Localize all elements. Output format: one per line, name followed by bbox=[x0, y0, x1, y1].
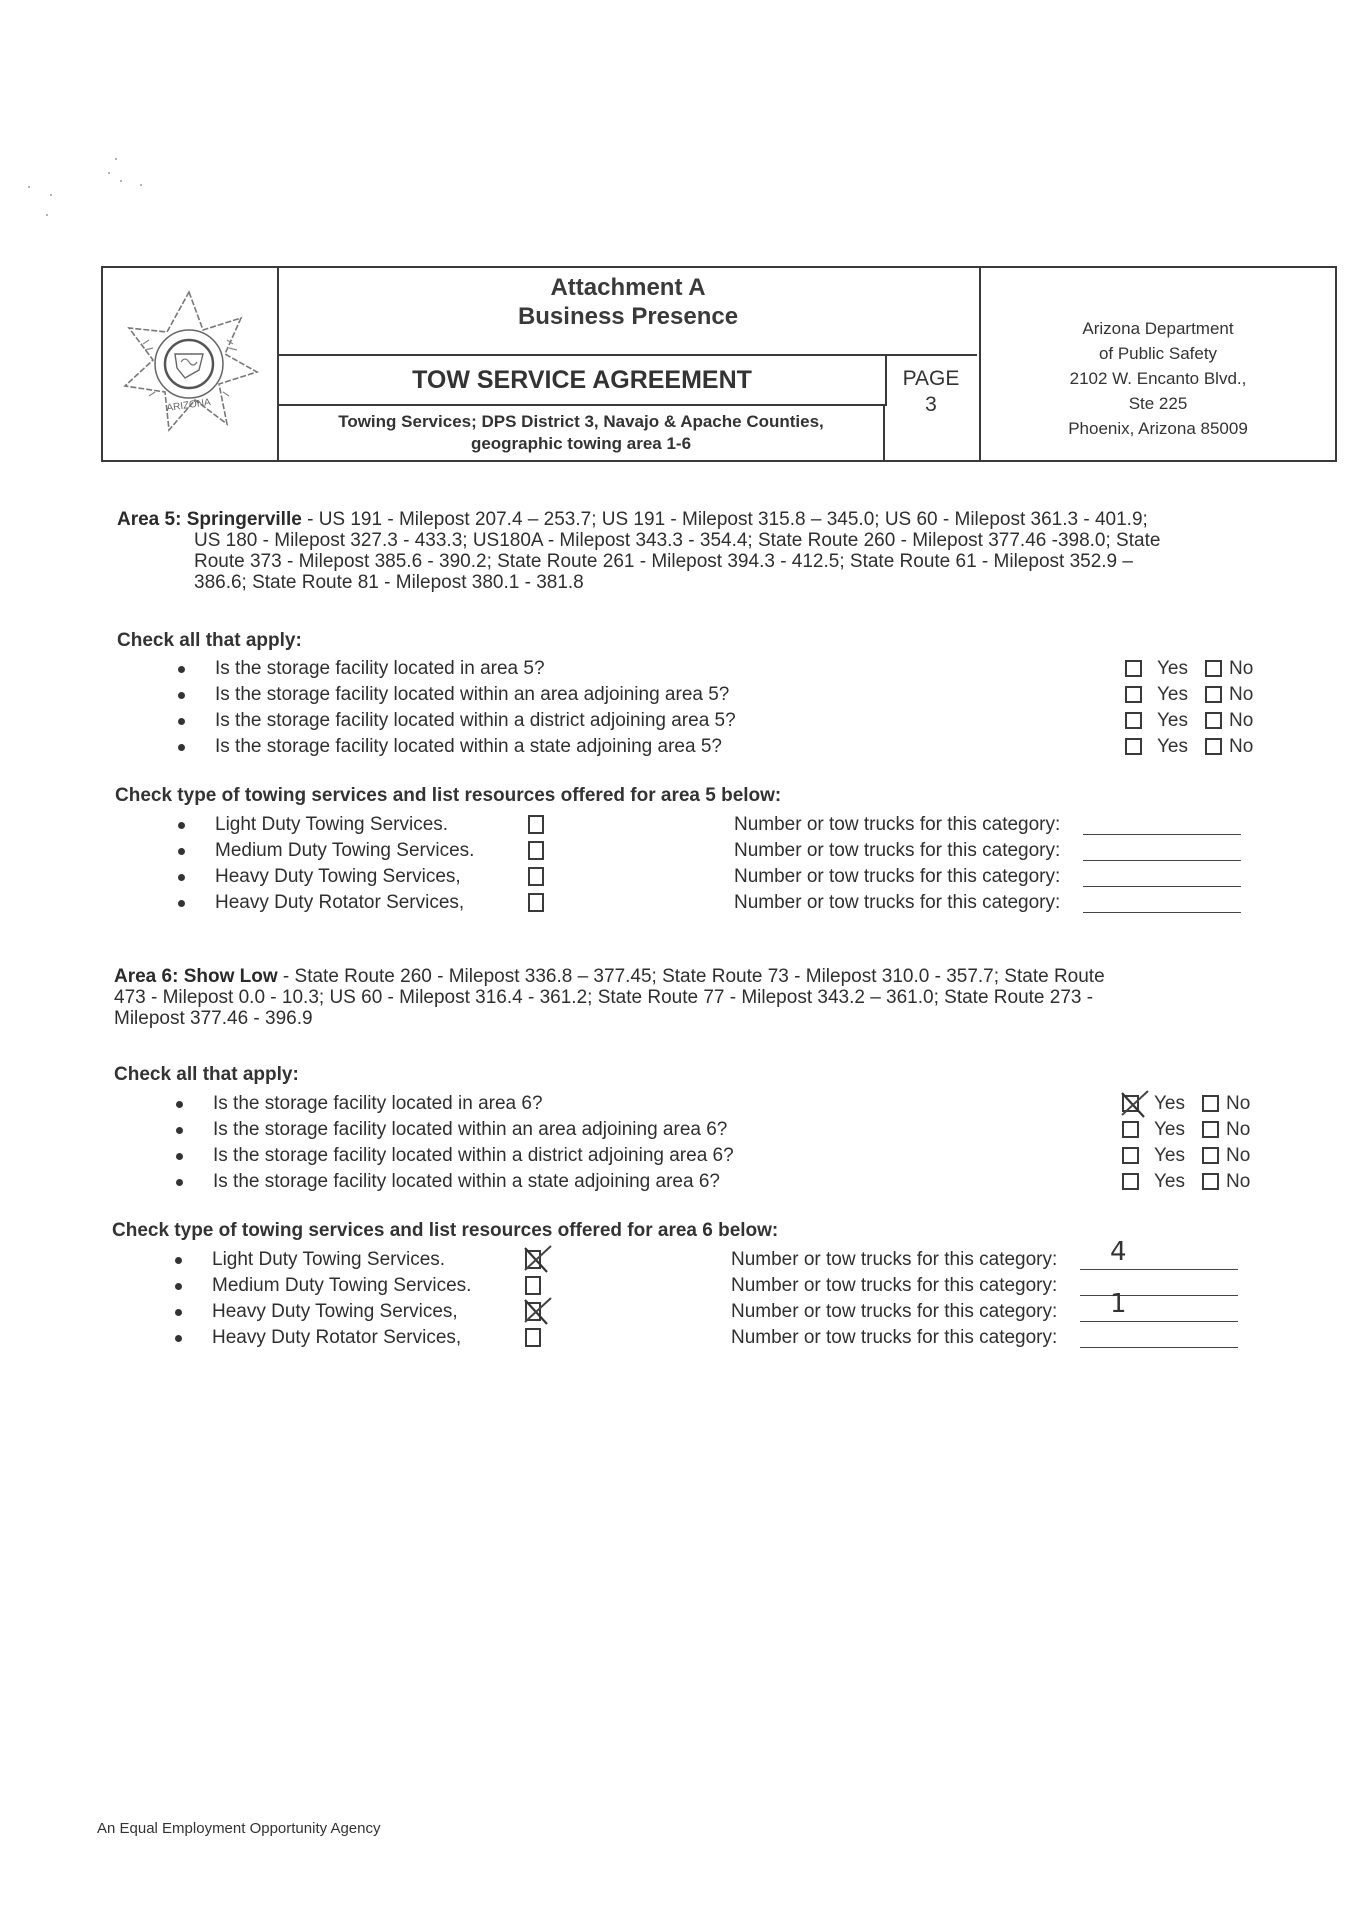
service-checkbox[interactable] bbox=[528, 841, 544, 860]
no-label: No bbox=[1226, 1145, 1251, 1166]
yes-no-row bbox=[1125, 682, 1265, 708]
area-name: Springerville bbox=[186, 509, 302, 530]
bullet-icon bbox=[178, 900, 185, 907]
yes-checkbox[interactable] bbox=[1125, 738, 1142, 755]
page-label: PAGE bbox=[902, 367, 960, 390]
handwritten-x-mark-icon bbox=[521, 1244, 553, 1276]
yes-checkbox[interactable] bbox=[1122, 1173, 1139, 1190]
footer-eeo-statement: An Equal Employment Opportunity Agency bbox=[97, 1820, 381, 1837]
question-row bbox=[176, 1091, 876, 1117]
no-label: No bbox=[1229, 710, 1254, 731]
no-label: No bbox=[1226, 1171, 1251, 1192]
service-checkbox[interactable] bbox=[525, 1276, 541, 1295]
truck-count-value: 4 bbox=[1110, 1237, 1127, 1267]
bullet-icon bbox=[178, 718, 185, 725]
truck-count-label: Number or tow trucks for this category: bbox=[731, 1327, 1058, 1348]
area-label: Area 6: bbox=[114, 966, 179, 987]
yes-label: Yes bbox=[1157, 736, 1188, 757]
yes-label: Yes bbox=[1154, 1119, 1185, 1140]
service-label: Medium Duty Towing Services. bbox=[212, 1275, 472, 1296]
agency-address bbox=[979, 268, 1335, 460]
question-text: Is the storage facility located within a state adjoining area 6? bbox=[213, 1171, 720, 1192]
bullet-icon bbox=[176, 1127, 183, 1134]
no-checkbox[interactable] bbox=[1202, 1121, 1219, 1138]
scope-description bbox=[279, 406, 885, 460]
service-row bbox=[178, 890, 1278, 916]
question-row bbox=[178, 682, 878, 708]
service-checkbox[interactable] bbox=[525, 1302, 541, 1321]
service-label: Light Duty Towing Services. bbox=[212, 1249, 446, 1270]
no-checkbox[interactable] bbox=[1202, 1147, 1219, 1164]
question-text: Is the storage facility located within a district adjoining area 5? bbox=[215, 710, 736, 731]
bullet-icon bbox=[176, 1101, 183, 1108]
yes-label: Yes bbox=[1154, 1171, 1185, 1192]
question-row bbox=[178, 734, 878, 760]
check-all-heading: Check all that apply: bbox=[114, 1064, 299, 1085]
page-number-cell bbox=[887, 356, 975, 460]
address-line: 2102 W. Encanto Blvd., bbox=[1069, 369, 1247, 388]
service-checkbox[interactable] bbox=[525, 1328, 541, 1347]
no-checkbox[interactable] bbox=[1205, 738, 1222, 755]
truck-count-label: Number or tow trucks for this category: bbox=[734, 892, 1061, 913]
truck-count-field[interactable] bbox=[1083, 912, 1241, 913]
service-label: Heavy Duty Rotator Services, bbox=[212, 1327, 462, 1348]
bullet-icon bbox=[178, 848, 185, 855]
bullet-icon bbox=[178, 666, 185, 673]
yes-label: Yes bbox=[1154, 1145, 1185, 1166]
bullet-icon bbox=[178, 692, 185, 699]
truck-count-field[interactable] bbox=[1080, 1347, 1238, 1348]
svg-text:ARIZONA: ARIZONA bbox=[165, 396, 212, 415]
area-6-services bbox=[175, 1237, 1275, 1351]
truck-count-field[interactable] bbox=[1083, 886, 1241, 887]
yes-checkbox[interactable] bbox=[1125, 686, 1142, 703]
bullet-icon bbox=[178, 744, 185, 751]
header-title-cell bbox=[279, 268, 977, 356]
attachment-title: Attachment A bbox=[550, 274, 706, 301]
area-name: Show Low bbox=[183, 966, 278, 987]
no-checkbox[interactable] bbox=[1202, 1095, 1219, 1112]
area-5-services bbox=[178, 812, 1278, 916]
yes-checkbox[interactable] bbox=[1122, 1095, 1139, 1112]
question-row bbox=[176, 1169, 876, 1195]
truck-count-field[interactable] bbox=[1083, 860, 1241, 861]
area-route-text: Milepost 377.46 - 396.9 bbox=[114, 1008, 313, 1029]
bullet-icon bbox=[178, 822, 185, 829]
no-label: No bbox=[1226, 1093, 1251, 1114]
address-line: Arizona Department bbox=[1082, 319, 1234, 338]
service-checkbox[interactable] bbox=[528, 815, 544, 834]
area-route-text: 473 - Milepost 0.0 - 10.3; US 60 - Milepost 316.4 - 361.2; State Route 77 - Milepost 343.2 – 361.0; State Route 273 - bbox=[114, 987, 1094, 1008]
service-label: Medium Duty Towing Services. bbox=[215, 840, 475, 861]
service-row bbox=[178, 838, 1278, 864]
question-row bbox=[178, 708, 878, 734]
area-route-text: - State Route 260 - Milepost 336.8 – 377.45; State Route 73 - Milepost 310.0 - 357.7; State Route bbox=[277, 966, 1105, 987]
address-line: Phoenix, Arizona 85009 bbox=[1068, 419, 1248, 438]
area-6-yes-no bbox=[1122, 1091, 1262, 1195]
bullet-icon bbox=[176, 1179, 183, 1186]
truck-count-label: Number or tow trucks for this category: bbox=[734, 814, 1061, 835]
yes-no-row bbox=[1125, 734, 1265, 760]
truck-count-label: Number or tow trucks for this category: bbox=[731, 1275, 1058, 1296]
question-row bbox=[176, 1143, 876, 1169]
service-label: Heavy Duty Towing Services, bbox=[212, 1301, 458, 1322]
question-text: Is the storage facility located in area 6? bbox=[213, 1093, 543, 1114]
bullet-icon bbox=[175, 1257, 182, 1264]
area-5-questions bbox=[178, 656, 878, 760]
yes-label: Yes bbox=[1157, 684, 1188, 705]
bullet-icon bbox=[178, 874, 185, 881]
yes-label: Yes bbox=[1157, 658, 1188, 679]
truck-count-field[interactable] bbox=[1080, 1269, 1238, 1270]
question-row bbox=[178, 656, 878, 682]
truck-count-label: Number or tow trucks for this category: bbox=[731, 1249, 1058, 1270]
yes-no-row bbox=[1122, 1091, 1262, 1117]
area-route-text: 386.6; State Route 81 - Milepost 380.1 - 381.8 bbox=[194, 572, 584, 593]
yes-label: Yes bbox=[1157, 710, 1188, 731]
address-line: of Public Safety bbox=[1098, 344, 1218, 363]
yes-no-row bbox=[1125, 656, 1265, 682]
area-label: Area 5: bbox=[117, 509, 182, 530]
service-checkbox[interactable] bbox=[528, 867, 544, 886]
no-label: No bbox=[1229, 658, 1254, 679]
agreement-title: TOW SERVICE AGREEMENT bbox=[279, 356, 887, 406]
no-checkbox[interactable] bbox=[1205, 660, 1222, 677]
area-route-text: Route 373 - Milepost 385.6 - 390.2; State Route 261 - Milepost 394.3 - 412.5; State Route 61 - Milepost 352.9 – bbox=[194, 551, 1133, 572]
yes-checkbox[interactable] bbox=[1122, 1121, 1139, 1138]
services-heading: Check type of towing services and list resources offered for area 6 below: bbox=[112, 1220, 779, 1241]
no-checkbox[interactable] bbox=[1205, 712, 1222, 729]
question-text: Is the storage facility located within an area adjoining area 6? bbox=[213, 1119, 728, 1140]
area-route-text: US 180 - Milepost 327.3 - 433.3; US180A - Milepost 343.3 - 354.4; State Route 260 - Milepost 377.46 -398.0; State bbox=[194, 530, 1161, 551]
no-checkbox[interactable] bbox=[1205, 686, 1222, 703]
truck-count-field[interactable] bbox=[1080, 1295, 1238, 1296]
bullet-icon bbox=[175, 1309, 182, 1316]
document-header bbox=[101, 266, 1337, 462]
area-5-description bbox=[117, 509, 1287, 593]
service-row bbox=[175, 1289, 1275, 1325]
no-label: No bbox=[1226, 1119, 1251, 1140]
yes-checkbox[interactable] bbox=[1125, 712, 1142, 729]
service-label: Heavy Duty Towing Services, bbox=[215, 866, 461, 887]
service-row bbox=[178, 812, 1278, 838]
yes-no-row bbox=[1125, 708, 1265, 734]
yes-no-row bbox=[1122, 1143, 1262, 1169]
bullet-icon bbox=[175, 1283, 182, 1290]
service-label: Heavy Duty Rotator Services, bbox=[215, 892, 465, 913]
service-checkbox[interactable] bbox=[528, 893, 544, 912]
yes-checkbox[interactable] bbox=[1122, 1147, 1139, 1164]
yes-no-row bbox=[1122, 1169, 1262, 1195]
address-line: Ste 225 bbox=[1128, 394, 1188, 413]
scan-specks bbox=[20, 150, 150, 230]
handwritten-x-mark-icon bbox=[521, 1296, 553, 1328]
yes-checkbox[interactable] bbox=[1125, 660, 1142, 677]
business-presence-title: Business Presence bbox=[517, 303, 739, 330]
area-route-text: - US 191 - Milepost 207.4 – 253.7; US 191 - Milepost 315.8 – 345.0; US 60 - Milepost 361.3 - 401.9; bbox=[301, 509, 1148, 530]
no-checkbox[interactable] bbox=[1202, 1173, 1219, 1190]
bullet-icon bbox=[175, 1335, 182, 1342]
bullet-icon bbox=[176, 1153, 183, 1160]
question-text: Is the storage facility located within a district adjoining area 6? bbox=[213, 1145, 734, 1166]
service-checkbox[interactable] bbox=[525, 1250, 541, 1269]
service-row bbox=[178, 864, 1278, 890]
question-text: Is the storage facility located within an area adjoining area 5? bbox=[215, 684, 730, 705]
question-row bbox=[176, 1117, 876, 1143]
area-6-description bbox=[114, 966, 1244, 1029]
scope-line-1: Towing Services; DPS District 3, Navajo & Apache Counties, bbox=[338, 412, 824, 431]
area-5-yes-no bbox=[1125, 656, 1265, 760]
truck-count-label: Number or tow trucks for this category: bbox=[734, 840, 1061, 861]
service-label: Light Duty Towing Services. bbox=[215, 814, 449, 835]
truck-count-value: 1 bbox=[1110, 1289, 1127, 1319]
question-text: Is the storage facility located in area 5? bbox=[215, 658, 545, 679]
truck-count-label: Number or tow trucks for this category: bbox=[734, 866, 1061, 887]
yes-no-row bbox=[1122, 1117, 1262, 1143]
scope-line-2: geographic towing area 1-6 bbox=[470, 434, 692, 453]
question-text: Is the storage facility located within a state adjoining area 5? bbox=[215, 736, 722, 757]
service-row bbox=[175, 1237, 1275, 1273]
services-heading: Check type of towing services and list resources offered for area 5 below: bbox=[115, 785, 782, 806]
area-6-questions bbox=[176, 1091, 876, 1195]
no-label: No bbox=[1229, 684, 1254, 705]
badge-icon bbox=[115, 288, 263, 436]
truck-count-label: Number or tow trucks for this category: bbox=[731, 1301, 1058, 1322]
check-all-heading: Check all that apply: bbox=[117, 630, 302, 651]
service-row bbox=[175, 1325, 1275, 1351]
page-number: 3 bbox=[925, 393, 937, 416]
dps-badge-logo bbox=[103, 268, 279, 460]
no-label: No bbox=[1229, 736, 1254, 757]
yes-label: Yes bbox=[1154, 1093, 1185, 1114]
truck-count-field[interactable] bbox=[1083, 834, 1241, 835]
truck-count-field[interactable] bbox=[1080, 1321, 1238, 1322]
